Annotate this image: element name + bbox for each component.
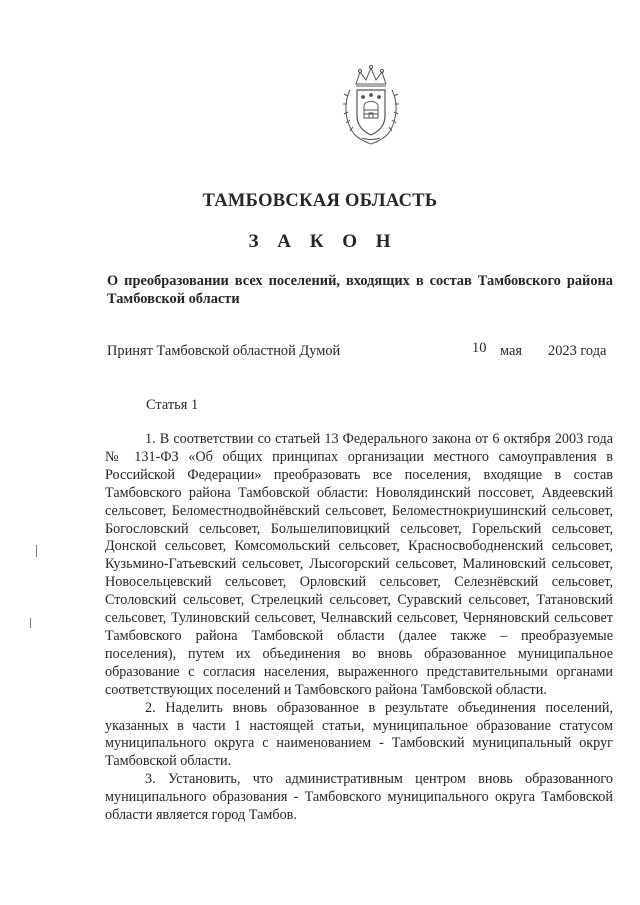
scan-margin-mark xyxy=(36,545,37,557)
article-paragraph-2: 2. Наделить вновь образованное в результате объединения поселений, указанных в части 1 настоящей статьи, муниципальное образование статусом муниципального округа с наименованием - Тамбовский муниципальный округ Тамбовской области. xyxy=(105,699,613,770)
region-heading: ТАМБОВСКАЯ ОБЛАСТЬ xyxy=(202,191,438,211)
document-type-heading: З А К О Н xyxy=(248,231,398,252)
article-heading: Статья 1 xyxy=(146,397,199,413)
article-paragraph-3: 3. Установить, что административным центром вновь образованного муниципального образования - Тамбовского муниципального округа Тамбовской области является город Тамбов. xyxy=(105,771,613,824)
article-paragraph-1: 1. В соответствии со статьей 13 Федерального закона от 6 октября 2003 года № 131-ФЗ «Об общих принципах организации местного самоуправления в Российской Федерации» преобразовать все поселения, входящие в состав Тамбовского района Тамбовской области: Новолядинский поссовет, Авдеевский сельсовет, Беломестнодвойнёвский сельсовет, Беломестнокриушинский сельсовет, Богословский сельсовет, Большелиповицкий сельсовет, Горельский сельсовет, Донской сельсовет, Комсомольский сельсовет, Красносвободненский сельсовет, Кузьмино-Гатьевский сельсовет, Лысогорский сельсовет, Малиновский сельсовет, Новосельцевский сельсовет, Орловский сельсовет, Селезнёвский сельсовет, Столовский сельсовет, Стрелецкий сельсовет, Суравский сельсовет, Татановский сельсовет, Тулиновский сельсовет, Челнавский сельсовет, Черняновский сельсовет Тамбовского района Тамбовской области (далее также – преобразуемые поселения), путем их объединения во вновь образованное муниципальное образование с согласия населения, выраженного представительными органами соответствующих поселений и Тамбовского района Тамбовской области. xyxy=(105,431,613,698)
scan-margin-mark xyxy=(30,618,31,628)
article-body xyxy=(105,431,613,825)
coat-of-arms-icon xyxy=(340,60,402,146)
adoption-year: 2023 года xyxy=(548,343,607,359)
adoption-day: 10 xyxy=(472,340,487,356)
law-title: О преобразовании всех поселений, входящих в состав Тамбовского района Тамбовской области xyxy=(107,273,613,307)
adoption-label: Принят Тамбовской областной Думой xyxy=(107,343,341,359)
adoption-month: мая xyxy=(500,343,523,359)
